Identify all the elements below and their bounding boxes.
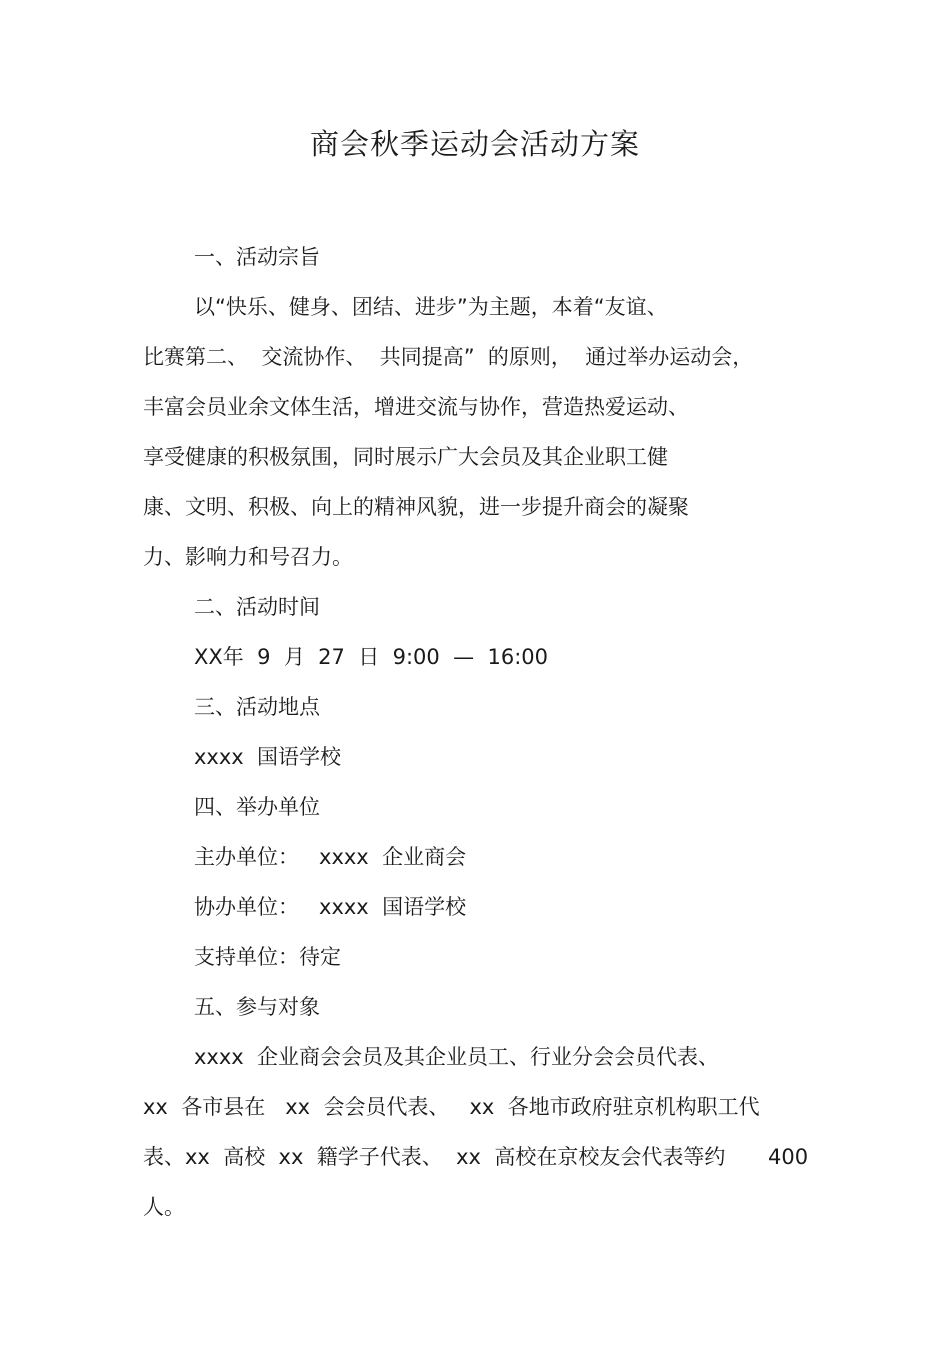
section-1-heading: 一、活动宗旨 xyxy=(194,245,320,269)
paragraph-line: xxxx 企业商会会员及其企业员工、行业分会会员代表、 xyxy=(194,1045,720,1069)
paragraph-line: 表、xx 高校 xx 籍学子代表、 xx 高校在京校友会代表等约 xyxy=(143,1145,726,1169)
host-organizer: 主办单位： xxxx 企业商会 xyxy=(194,845,467,869)
section-2-heading: 二、活动时间 xyxy=(194,595,320,619)
paragraph-line: 丰富会员业余文体生活，增进交流与协作，营造热爱运动、 xyxy=(143,395,689,419)
paragraph-line: xx 各市县在 xx 会会员代表、 xx 各地市政府驻京机构职工代 xyxy=(143,1095,760,1119)
document-title: 商会秋季运动会活动方案 xyxy=(309,127,640,161)
section-4-heading: 四、举办单位 xyxy=(194,795,320,819)
paragraph-line: 康、文明、积极、向上的精神风貌，进一步提升商会的凝聚 xyxy=(143,495,689,519)
paragraph-line: 以“快乐、健身、团结、进步”为主题，本着“友谊、 xyxy=(194,295,668,319)
paragraph-line: 力、影响力和号召力。 xyxy=(143,545,353,569)
paragraph-line: 比赛第二、 交流协作、 共同提高” 的原则， 通过举办运动会， xyxy=(143,345,754,369)
co-organizer: 协办单位： xxxx 国语学校 xyxy=(194,895,467,919)
event-time: XX年 9 月 27 日 9:00 — 16:00 xyxy=(194,645,548,669)
paragraph-line: 享受健康的积极氛围，同时展示广大会员及其企业职工健 xyxy=(143,445,668,469)
paragraph-line: 人。 xyxy=(143,1195,185,1219)
supporting-organizer: 支持单位：待定 xyxy=(194,945,341,969)
participant-count: 400 xyxy=(768,1145,809,1169)
event-location: xxxx 国语学校 xyxy=(194,745,342,769)
section-5-heading: 五、参与对象 xyxy=(194,995,320,1019)
section-3-heading: 三、活动地点 xyxy=(194,695,320,719)
